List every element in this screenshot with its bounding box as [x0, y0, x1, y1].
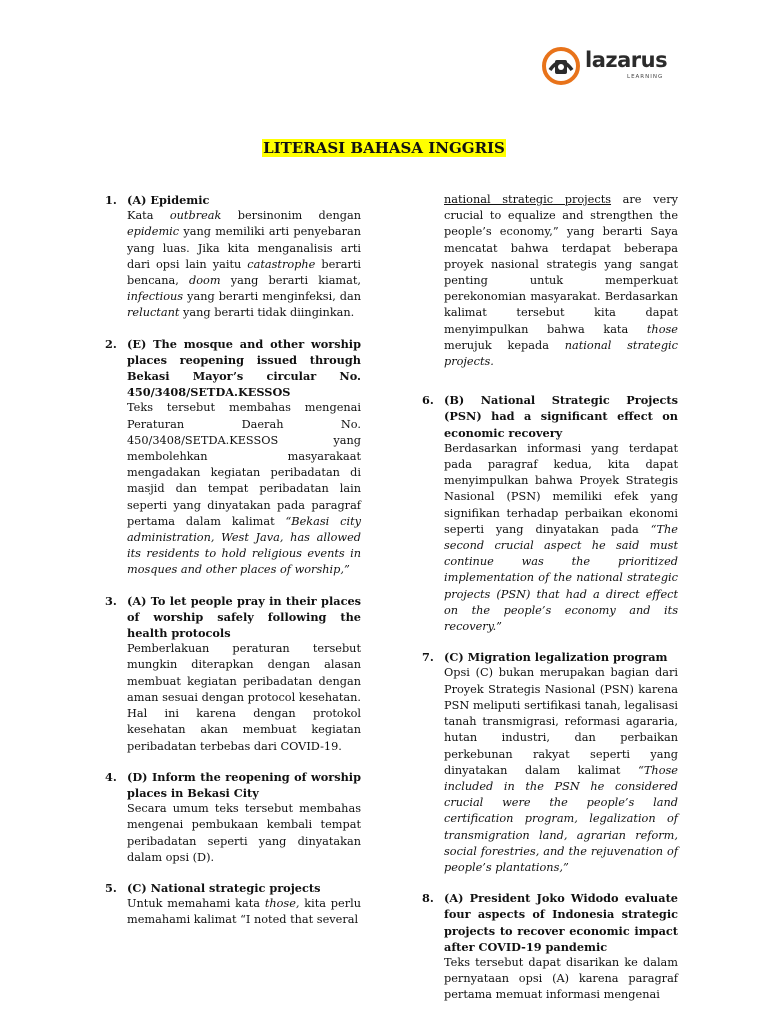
explanation: Opsi (C) bukan merupakan bagian dari Proyek Strategis Nasional (PSN) karena PSN meliputi sertifikasi tanah, legalisasi tanah transmigrasi, reformasi agararia, hutan industri, dan perbaikan perkebunan rakyat seperti yang dinyatakan dalam kalimat “Those included in the PSN he considered crucial were the people’s land certification program, legalization of transmigration land, agrarian reform, social forestries, and the rejuvenation of people’s plantations,”	[444, 666, 678, 874]
item-number: 3.	[105, 593, 117, 608]
answer-item-5-continued	[444, 192, 678, 370]
explanation: Pemberlakuan peraturan tersebut mungkin diterapkan dengan alasan membuat kegiatan peribadatan dengan aman sesuai dengan protocol kesehatan. Hal ini karena dengan protokol kesehatan akan membuat kegiatan peribadatan terbebas dari COVID-19.	[127, 642, 361, 753]
page-title-wrap	[0, 138, 768, 157]
logo-subtitle: LEARNING	[627, 74, 664, 80]
explanation: Kata outbreak bersinonim dengan epidemic yang memiliki arti penyebaran yang luas. Jika kita menganalisis arti dari opsi lain yaitu catastrophe berarti bencana, doom yang berarti kiamat, infectious yang berarti menginfeksi, dan reluctant yang berarti tidak diinginkan.	[127, 209, 362, 320]
explanation: Teks tersebut dapat disarikan ke dalam pernyataan opsi (A) karena paragraf pertama memuat informasi mengenai	[444, 955, 678, 1002]
lazarus-logo	[541, 44, 681, 90]
answer-item-5	[105, 880, 361, 929]
answer-item-4	[105, 769, 361, 866]
item-number: 5.	[105, 880, 117, 895]
logo-name: lazarus	[585, 48, 668, 72]
answer-item-8	[422, 890, 678, 1003]
explanation-continued: national strategic projects are very crucial to equalize and strengthen the people’s economy,” yang berarti Saya mencatat bahwa terdapat beberapa proyek nasional strategis yang sangat penting untuk memperkuat perekonomian masyarakat. Berdasarkan kalimat tersebut kita dapat menyimpulkan bahwa kata those merujuk kepada national strategic projects.	[444, 193, 678, 369]
answer-heading: (A) Epidemic	[127, 193, 210, 207]
item-number: 8.	[422, 891, 434, 906]
answer-item-7	[422, 649, 678, 876]
item-number: 1.	[105, 193, 117, 207]
item-number: 7.	[422, 650, 434, 665]
answer-item-6	[422, 392, 678, 635]
explanation: Untuk memahami kata those, kita perlu memahami kalimat “I noted that several	[127, 897, 361, 927]
item-number: 2.	[105, 336, 117, 351]
page-title: LITERASI BAHASA INGGRIS	[263, 139, 505, 157]
answer-item-1	[105, 192, 362, 322]
answer-heading: (C) Migration legalization program	[444, 650, 668, 665]
item-number: 6.	[422, 393, 434, 408]
right-column	[422, 192, 678, 1018]
answer-item-3	[105, 593, 361, 755]
explanation: Teks tersebut membahas mengenai Peraturan Daerah No. 450/3408/SETDA.KESSOS yang membolehkan masyarakaat mengadakan kegiatan peribadatan di masjid dan tempat peribadatan lain seperti yang dinyatakan pada paragraf pertama dalam kalimat “Bekasi city administration, West Java, has allowed its residents to hold religious events in mosques and other places of worship,”	[127, 401, 361, 577]
answer-item-2	[105, 336, 361, 579]
answer-heading: (D) Inform the reopening of worship places in Bekasi City	[127, 769, 361, 800]
answer-heading: (B) National Strategic Projects (PSN) had a significant effect on economic recovery	[444, 393, 678, 440]
explanation: Berdasarkan informasi yang terdapat pada paragraf kedua, kita dapat menyimpulkan bahwa Proyek Strategis Nasional (PSN) memiliki efek yang signifikan terhadap perbaikan ekonomi seperti yang dinyatakan pada “The second crucial aspect he said must continue was the prioritized implementation of the national strategic projects (PSN) that had a direct effect on the people’s economy and its recovery.”	[444, 441, 678, 634]
answer-heading: (C) National strategic projects	[127, 880, 321, 895]
answer-heading: (E) The mosque and other worship places reopening issued through Bekasi Mayor’s circular No. 450/3408/SETDA.KESSOS	[127, 336, 361, 400]
lazarus-emblem-icon	[541, 46, 581, 86]
item-number: 4.	[105, 769, 117, 784]
left-column	[105, 192, 362, 943]
explanation: Secara umum teks tersebut membahas mengenai pembukaan kembali tempat peribadatan seperti yang dinyatakan dalam opsi (D).	[127, 802, 361, 864]
answer-heading: (A) To let people pray in their places of worship safely following the health protocols	[127, 593, 361, 641]
answer-heading: (A) President Joko Widodo evaluate four aspects of Indonesia strategic projects to recover economic impact after COVID-19 pandemic	[444, 891, 678, 954]
